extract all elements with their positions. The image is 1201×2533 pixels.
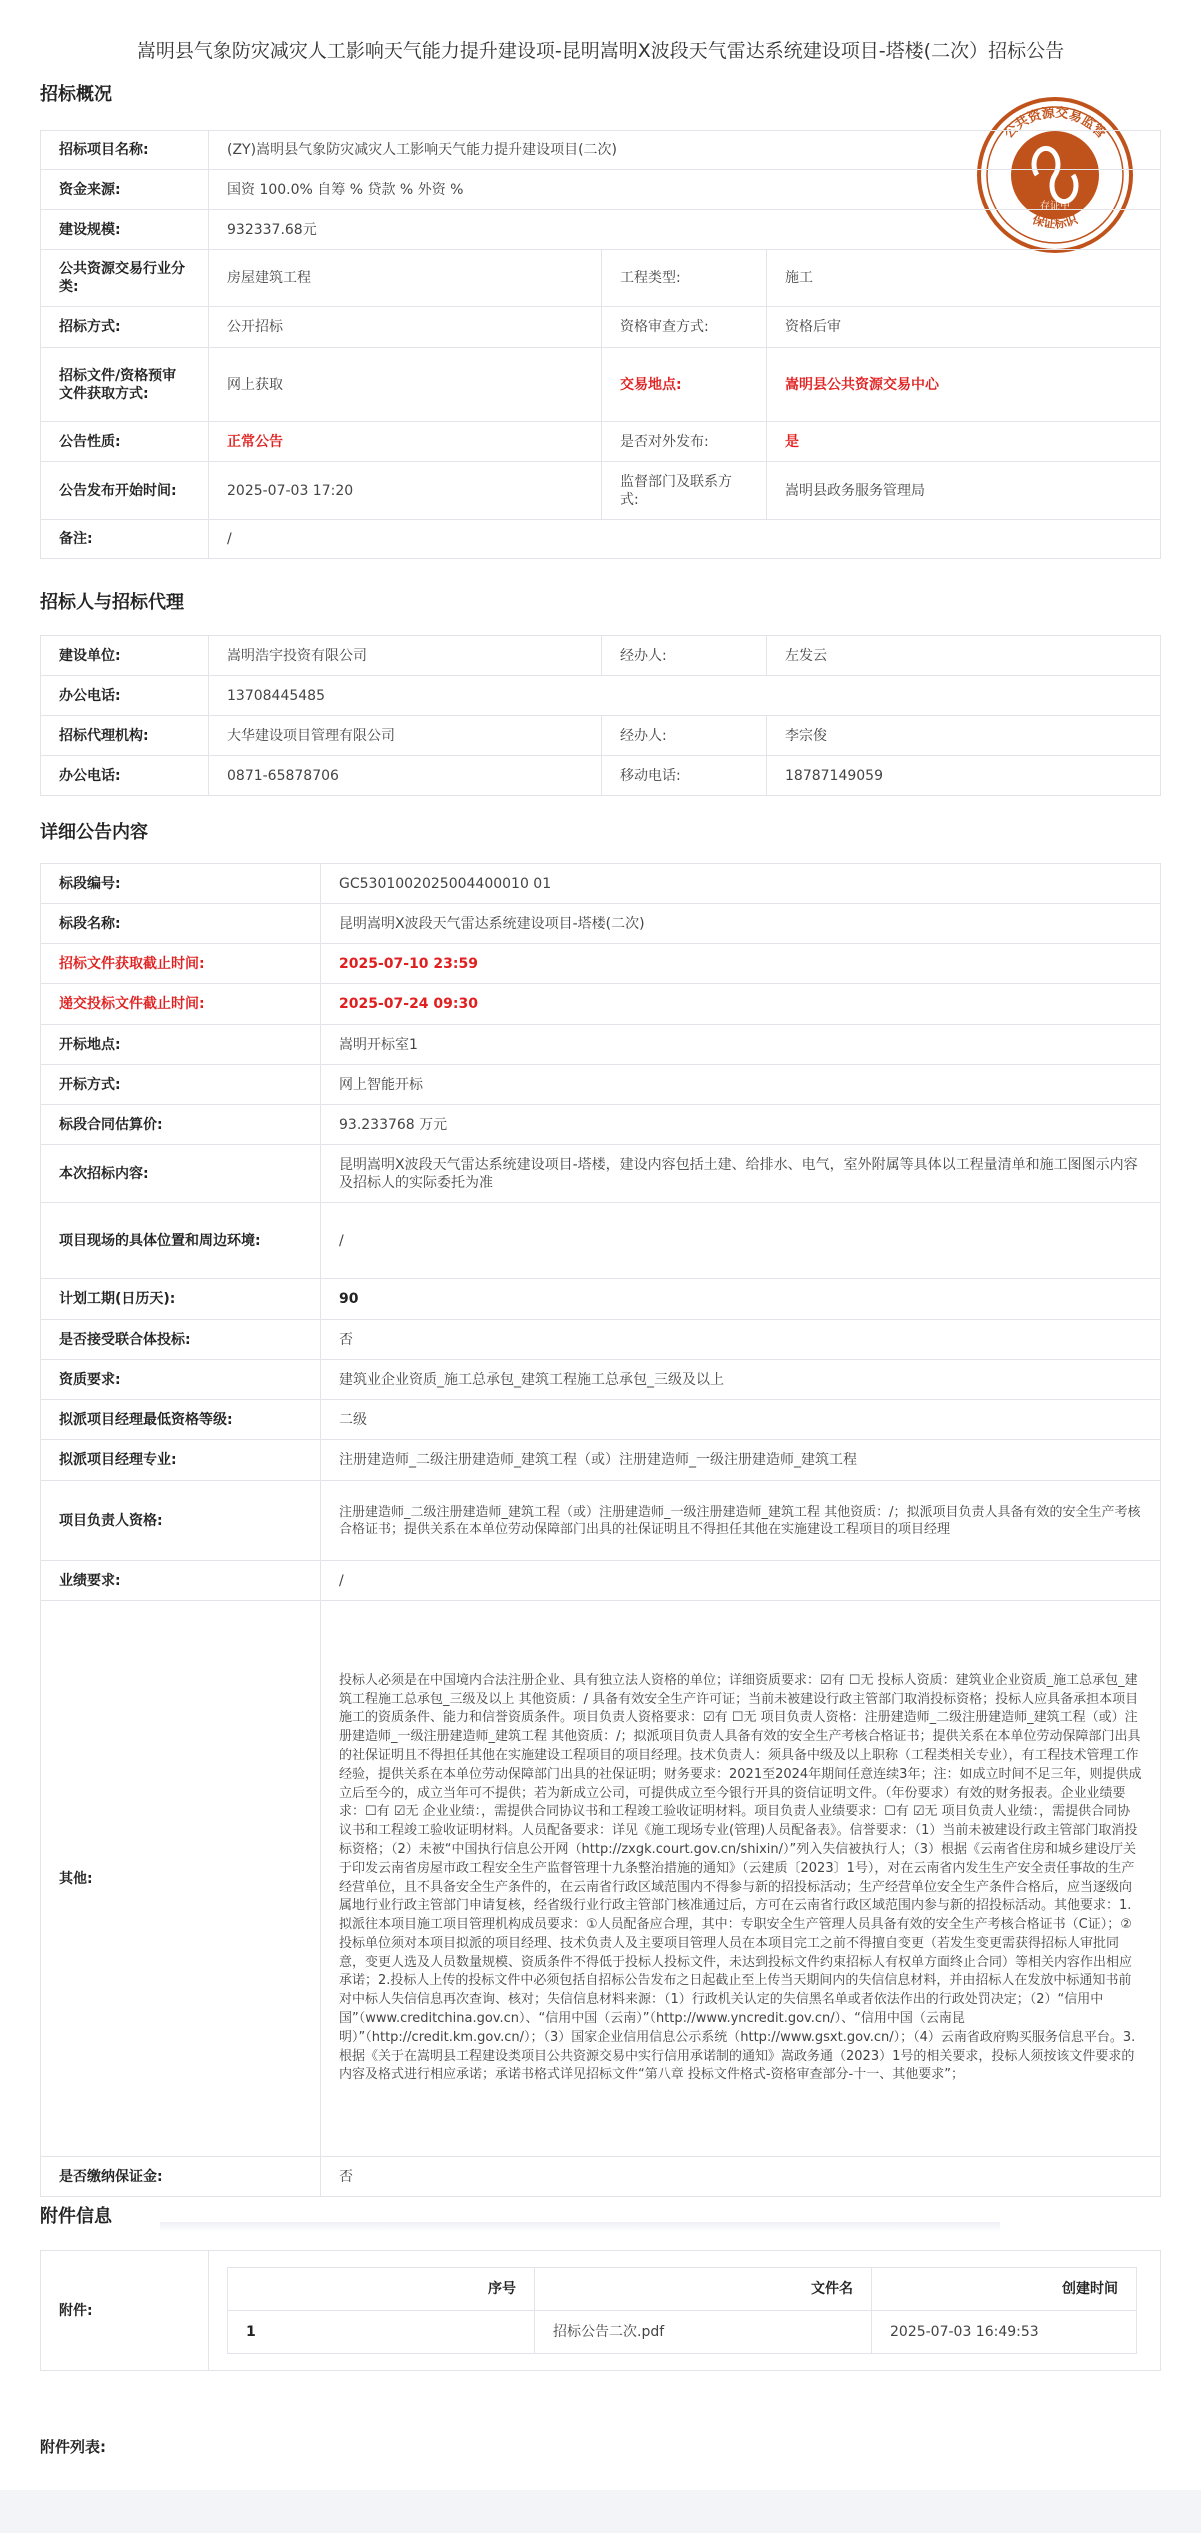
table-row: [41, 210, 1161, 250]
table-row: [41, 2157, 1161, 2197]
category-label: 公共资源交易行业分类:: [41, 250, 209, 307]
attachment-label: 附件:: [41, 2251, 209, 2371]
remark-label: 备注:: [41, 520, 209, 559]
location-value: /: [321, 1203, 1161, 1279]
parties-table: [40, 635, 1161, 796]
table-row: [41, 1320, 1161, 1360]
table-row: [41, 1360, 1161, 1400]
manager-major-value: 注册建造师_二级注册建造师_建筑工程（或）注册建造师_一级注册建造师_建筑工程: [321, 1440, 1161, 1481]
bid-deadline-label: 递交投标文件截止时间:: [41, 984, 321, 1025]
table-row: [41, 1440, 1161, 1481]
section-title-overview: 招标概况: [40, 84, 112, 105]
doc-deadline-value: 2025-07-10 23:59: [321, 944, 1161, 984]
table-row: [41, 636, 1161, 676]
attachment-row: [228, 2311, 1137, 2354]
attachment-header-row: [228, 2268, 1137, 2311]
performance-label: 业绩要求:: [41, 1561, 321, 1601]
open-place-value: 嵩明开标室1: [321, 1025, 1161, 1065]
table-row: [41, 2251, 1161, 2371]
consortium-label: 是否接受联合体投标:: [41, 1320, 321, 1360]
project-name-value: (ZY)嵩明县气象防灾减灾人工影响天气能力提升建设项目(二次): [209, 131, 1161, 170]
table-row: [41, 1400, 1161, 1440]
price-value: 93.233768 万元: [321, 1105, 1161, 1145]
method-label: 招标方式:: [41, 307, 209, 348]
funding-label: 资金来源:: [41, 170, 209, 210]
table-row: [41, 422, 1161, 462]
section-title-parties: 招标人与招标代理: [40, 592, 184, 613]
handler-value: 左发云: [767, 636, 1161, 676]
section-title-attachments: 附件信息: [40, 2206, 112, 2227]
code-value: GC5301002025004400010 01: [321, 864, 1161, 904]
qualification-value: 建筑业企业资质_施工总承包_建筑工程施工总承包_三级及以上: [321, 1360, 1161, 1400]
name-label: 标段名称:: [41, 904, 321, 944]
supervisor-label: 监督部门及联系方式:: [602, 462, 767, 520]
name-value: 昆明嵩明X波段天气雷达系统建设项目-塔楼(二次): [321, 904, 1161, 944]
agent-label: 招标代理机构:: [41, 716, 209, 756]
doc-deadline-label: 招标文件获取截止时间:: [41, 944, 321, 984]
method-value: 公开招标: [209, 307, 602, 348]
section-title-details: 详细公告内容: [40, 822, 148, 843]
phone-label: 办公电话:: [41, 676, 209, 716]
owner-label: 建设单位:: [41, 636, 209, 676]
seal-bottom-text: 保证标识: [1030, 212, 1080, 232]
table-row: [41, 170, 1161, 210]
handler-label: 经办人:: [602, 636, 767, 676]
table-row: [41, 756, 1161, 796]
review-label: 资格审查方式:: [602, 307, 767, 348]
table-row: [41, 904, 1161, 944]
place-label: 交易地点:: [602, 348, 767, 422]
remark-value: /: [209, 520, 1161, 559]
leader-label: 项目负责人资格:: [41, 1481, 321, 1561]
public-label: 是否对外发布:: [602, 422, 767, 462]
doc-get-label: 招标文件/资格预审文件获取方式:: [41, 348, 209, 422]
nature-label: 公告性质:: [41, 422, 209, 462]
table-row: [41, 716, 1161, 756]
content-label: 本次招标内容:: [41, 1145, 321, 1203]
details-table: [40, 863, 1161, 2197]
scale-label: 建设规模:: [41, 210, 209, 250]
header-file: 文件名: [535, 2268, 872, 2311]
table-row: [41, 944, 1161, 984]
table-row: [41, 1203, 1161, 1279]
table-row: [41, 1481, 1161, 1561]
eng-type-value: 施工: [767, 250, 1161, 307]
header-no: 序号: [228, 2268, 535, 2311]
table-row: [41, 1025, 1161, 1065]
table-row: [41, 1561, 1161, 1601]
table-row: [41, 1279, 1161, 1320]
agent-handler-value: 李宗俊: [767, 716, 1161, 756]
table-row: [41, 1145, 1161, 1203]
attachment-time: 2025-07-03 16:49:53: [872, 2311, 1137, 2354]
phone-value: 13708445485: [209, 676, 1161, 716]
agent-phone-label: 办公电话:: [41, 756, 209, 796]
nature-value: 正常公告: [209, 422, 602, 462]
table-row: [41, 984, 1161, 1025]
price-label: 标段合同估算价:: [41, 1105, 321, 1145]
supervisor-value: 嵩明县政务服务管理局: [767, 462, 1161, 520]
manager-major-label: 拟派项目经理专业:: [41, 1440, 321, 1481]
agent-phone-value: 0871-65878706: [209, 756, 602, 796]
consortium-value: 否: [321, 1320, 1161, 1360]
owner-value: 嵩明浩宇投资有限公司: [209, 636, 602, 676]
doc-get-value: 网上获取: [209, 348, 602, 422]
agent-handler-label: 经办人:: [602, 716, 767, 756]
code-label: 标段编号:: [41, 864, 321, 904]
seal-center-text: 存证中: [1040, 201, 1070, 212]
attachment-cell: [209, 2251, 1161, 2371]
qualification-label: 资质要求:: [41, 1360, 321, 1400]
scale-value: 932337.68元: [209, 210, 1161, 250]
table-row: [41, 864, 1161, 904]
open-method-value: 网上智能开标: [321, 1065, 1161, 1105]
table-row: [41, 131, 1161, 170]
review-value: 资格后审: [767, 307, 1161, 348]
page-title: 嵩明县气象防灾减灾人工影响天气能力提升建设项-昆明嵩明X波段天气雷达系统建设项目-塔楼(二次）招标公告: [136, 40, 1065, 62]
seal-top-text: 公共资源交易监管: [1001, 105, 1109, 142]
attachments-table: [40, 2250, 1161, 2371]
attachment-file-link[interactable]: 招标公告二次.pdf: [535, 2311, 872, 2354]
table-row: [41, 462, 1161, 520]
deposit-label: 是否缴纳保证金:: [41, 2157, 321, 2197]
other-label: 其他:: [41, 1601, 321, 2157]
manager-grade-value: 二级: [321, 1400, 1161, 1440]
project-name-label: 招标项目名称:: [41, 131, 209, 170]
place-value: 嵩明县公共资源交易中心: [767, 348, 1161, 422]
header-time: 创建时间: [872, 2268, 1137, 2311]
category-value: 房屋建筑工程: [209, 250, 602, 307]
public-value: 是: [767, 422, 1161, 462]
eng-type-label: 工程类型:: [602, 250, 767, 307]
other-value: 投标人必须是在中国境内合法注册企业、具有独立法人资格的单位；详细资质要求：☑有 ☐无 投标人资质：建筑业企业资质_施工总承包_建筑工程施工总承包_三级及以上 其他资质：/ 具备有效安全生产许可证；当前未被建设行政主管部门取消投标资格；投标人应具备承担本项目施工的资质条件、能力和信誉资质条件。项目负责人资格要求：☑有 ☐无 项目负责人资格：注册建造师_二级注册建造师_建筑工程（或）注册建造师_一级注册建造师_建筑工程 其他资质：/；拟派项目负责人具备有效的安全生产考核合格证书；提供关系在本单位劳动保障部门出具的社保证明且不得担任其他在实施建设工程项目的项目经理。技术负责人：须具备中级及以上职称（工程类相关专业），有工程技术管理工作经验，提供关系在本单位劳动保障部门出具的社保证明；财务要求：2021至2024年期间任意连续3年；注：如成立时间不足三年，则提供成立后至今的，成立当年可不提供；若为新成立公司，可提供成立至今银行开具的资信证明文件。（年份要求）有效的财务报表。企业业绩要求：☐有 ☑无 企业业绩：，需提供合同协议书和工程竣工验收证明材料。项目负责人业绩要求：☐有 ☑无 项目负责人业绩：，需提供合同协议书和工程竣工验收证明材料。人员配备要求：详见《施工现场专业(管理)人员配备表》。信誉要求：（1）当前未被建设行政主管部门取消投标资格；（2）未被“中国执行信息公开网（http://zxgk.court.gov.cn/shixin/）”列入失信被执行人；（3）根据《云南省住房和城乡建设厅关于印发云南省房屋市政工程安全生产监督管理十九条整治措施的通知》（云建质〔2023〕1号），对在云南省内发生生产安全责任事故的生产经营单位，且不具备安全生产条件的，在云南省行政区域范围内不得参与新的招投标活动；生产经营单位安全生产条件合格后，应当逐级向属地行业行政主管部门申请复核，经省级行业行政主管部门核准通过后，方可在云南省行政区域范围内参与新的招投标活动。其他要求：1.拟派往本项目施工项目管理机构成员要求：①人员配备应合理，其中：专职安全生产管理人员具备有效的安全生产考核合格证书（C证）；②投标单位须对本项目拟派的项目经理、技术负责人及主要项目管理人员在本项目完工之前不得擅自变更（若发生变更需获得招标人审批同意，变更人选及人员数量规模、资质条件不得低于投标人投标文件，未达到投标文件约束招标人有权单方面终止合同）等相关内容作出相应承诺；2.投标人上传的投标文件中必须包括自招标公告发布之日起截止至上传当天期间内的失信信息材料，并由招标人在发放中标通知书前对中标人失信信息再次查询、核对；失信信息材料来源：（1）行政机关认定的失信黑名单或者依法作出的行政处罚决定；（2）“信用中国”（www.creditchina.gov.cn）、“信用中国（云南）”（http://www.yncredit.gov.cn/）、“信用中国（云南昆明）”（http://credit.km.gov.cn/）；（3）国家企业信用信息公示系统（http://www.gsxt.gov.cn/）；（4）云南省政府购买服务信息平台。3.根据《关于在嵩明县工程建设类项目公共资源交易中实行信用承诺制的通知》嵩政务通（2023）1号的相关要求，投标人须按该文件要求的内容及格式进行相应承诺；承诺书格式详见招标文件“第八章 投标文件格式-资格审查部分-十一、其他要求”；: [321, 1601, 1161, 2157]
funding-value: 国资 100.0% 自筹 % 贷款 % 外资 %: [209, 170, 1161, 210]
publish-time-label: 公告发布开始时间:: [41, 462, 209, 520]
publish-time-value: 2025-07-03 17:20: [209, 462, 602, 520]
period-label: 计划工期(日历天):: [41, 1279, 321, 1320]
attachment-no: 1: [228, 2311, 535, 2354]
table-row: [41, 348, 1161, 422]
bid-deadline-value: 2025-07-24 09:30: [321, 984, 1161, 1025]
table-row: [41, 1105, 1161, 1145]
agent-value: 大华建设项目管理有限公司: [209, 716, 602, 756]
deposit-value: 否: [321, 2157, 1161, 2197]
table-row: [41, 307, 1161, 348]
period-value: 90: [321, 1279, 1161, 1320]
open-method-label: 开标方式:: [41, 1065, 321, 1105]
leader-value: 注册建造师_二级注册建造师_建筑工程（或）注册建造师_一级注册建造师_建筑工程 其他资质：/；拟派项目负责人具备有效的安全生产考核合格证书；提供关系在本单位劳动保障部门出具的社保证明且不得担任其他在实施建设工程项目的项目经理: [321, 1481, 1161, 1561]
table-row: [41, 250, 1161, 307]
manager-grade-label: 拟派项目经理最低资格等级:: [41, 1400, 321, 1440]
performance-value: /: [321, 1561, 1161, 1601]
attachment-file-table: [227, 2267, 1137, 2354]
mobile-label: 移动电话:: [602, 756, 767, 796]
attachment-list-label: 附件列表:: [40, 2438, 106, 2456]
location-label: 项目现场的具体位置和周边环境:: [41, 1203, 321, 1279]
divider: [160, 2222, 1000, 2232]
table-row: [41, 1601, 1161, 2157]
table-row: [41, 520, 1161, 559]
overview-table: [40, 130, 1161, 559]
content-value: 昆明嵩明X波段天气雷达系统建设项目-塔楼，建设内容包括土建、给排水、电气，室外附属等具体以工程量清单和施工图图示内容及招标人的实际委托为准: [321, 1145, 1161, 1203]
mobile-value: 18787149059: [767, 756, 1161, 796]
open-place-label: 开标地点:: [41, 1025, 321, 1065]
table-row: [41, 676, 1161, 716]
table-row: [41, 1065, 1161, 1105]
